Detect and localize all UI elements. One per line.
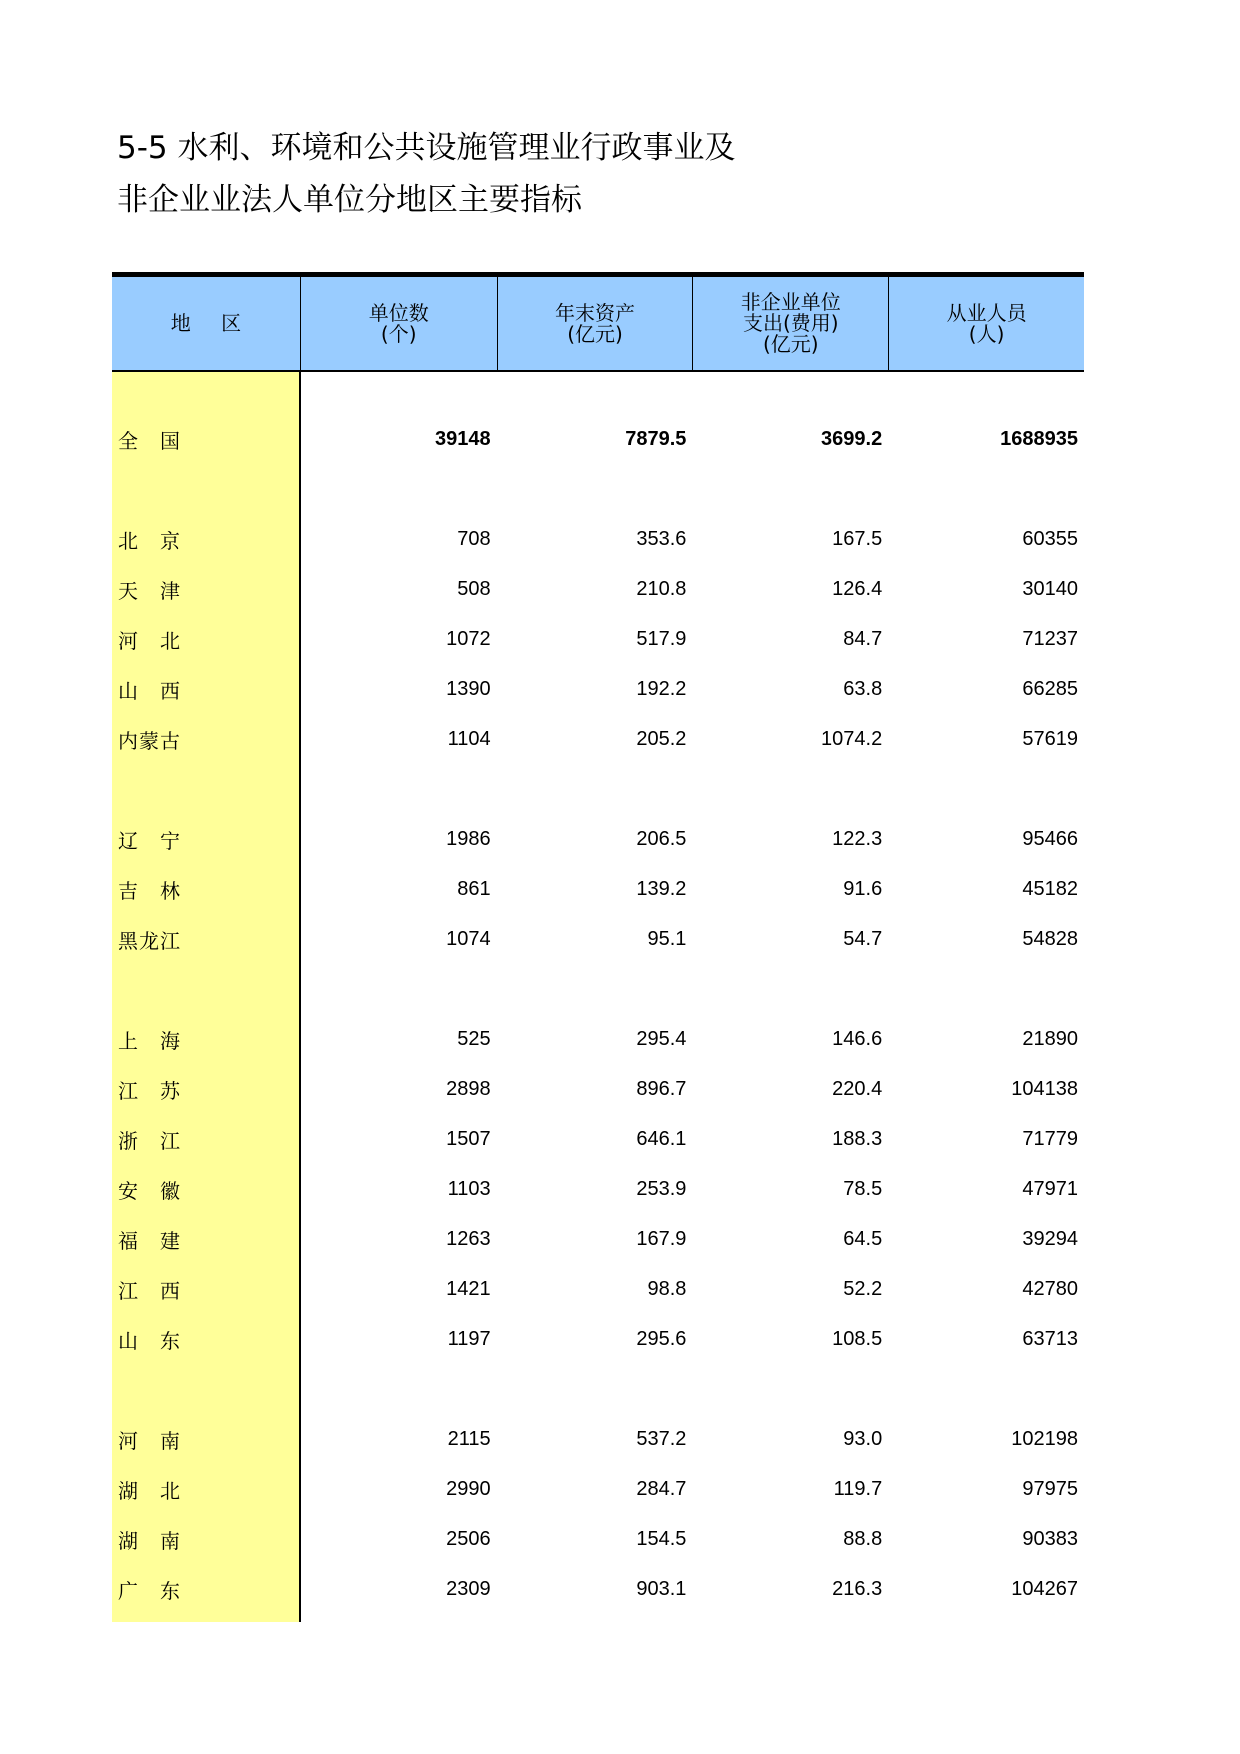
row-assets: 295.4 (636, 1027, 687, 1050)
row-units: 2990 (446, 1477, 491, 1500)
row-units: 2115 (447, 1427, 491, 1450)
row-assets: 167.9 (636, 1227, 687, 1250)
row-assets: 95.1 (647, 927, 687, 950)
row-units: 525 (457, 1027, 491, 1050)
row-region: 吉 林 (118, 878, 181, 903)
row-expense: 119.7 (833, 1477, 883, 1500)
table-row (112, 564, 1084, 614)
row-region: 黑龙江 (118, 928, 181, 953)
table-row (112, 514, 1084, 564)
row-assets: 139.2 (636, 877, 687, 900)
table-row (112, 614, 1084, 664)
row-staff: 71237 (1022, 627, 1078, 650)
row-expense: 167.5 (832, 527, 883, 550)
row-staff: 97975 (1022, 1477, 1078, 1500)
row-expense: 93.0 (843, 1427, 883, 1450)
table-row (112, 714, 1084, 764)
row-staff: 42780 (1022, 1277, 1078, 1300)
row-expense: 63.8 (843, 677, 883, 700)
row-expense: 54.7 (843, 927, 883, 950)
row-expense: 108.5 (832, 1327, 883, 1350)
row-expense: 88.8 (843, 1527, 883, 1550)
table-row (112, 1164, 1084, 1214)
row-units: 1263 (446, 1227, 491, 1250)
row-expense: 146.6 (832, 1027, 883, 1050)
row-assets: 154.5 (636, 1527, 687, 1550)
row-region: 天 津 (118, 578, 181, 603)
row-staff: 45182 (1022, 877, 1078, 900)
row-expense: 78.5 (843, 1177, 883, 1200)
header-staff-label: 从业人员 (946, 300, 1027, 325)
row-expense: 64.5 (843, 1227, 883, 1250)
row-staff: 102198 (1011, 1427, 1078, 1450)
table-row (112, 1464, 1084, 1514)
row-units: 1072 (446, 627, 491, 650)
row-assets: 253.9 (636, 1177, 687, 1200)
row-region: 辽 宁 (118, 828, 181, 853)
header-units-unit: (个) (380, 321, 417, 346)
header-expense-label: 非企业单位 (740, 290, 841, 314)
row-assets: 284.7 (636, 1477, 687, 1500)
table-row (112, 1014, 1084, 1064)
row-assets: 896.7 (636, 1077, 687, 1100)
row-region: 全 国 (118, 428, 181, 453)
row-assets: 646.1 (636, 1127, 687, 1150)
row-units: 861 (457, 877, 491, 900)
header-assets-unit: (亿元) (567, 321, 623, 346)
header-units-label: 单位数 (368, 300, 429, 325)
table-row (112, 1564, 1084, 1614)
row-expense: 216.3 (832, 1577, 883, 1600)
row-staff: 66285 (1022, 677, 1078, 700)
row-expense: 220.4 (832, 1077, 883, 1100)
row-assets: 205.2 (636, 727, 687, 750)
table-row (112, 1264, 1084, 1314)
table-row (112, 1414, 1084, 1464)
row-region: 河 南 (118, 1428, 181, 1453)
row-staff: 21890 (1022, 1027, 1078, 1050)
row-region: 广 东 (118, 1578, 181, 1603)
header-assets-label: 年末资产 (555, 300, 635, 325)
header-region (112, 277, 301, 370)
header-units (301, 277, 497, 370)
table-row-total (112, 414, 1084, 464)
row-staff: 104138 (1011, 1077, 1078, 1100)
header-region-label: 地 区 (170, 311, 254, 335)
row-units: 2309 (446, 1577, 491, 1600)
row-region: 江 苏 (118, 1078, 181, 1103)
row-region: 山 东 (118, 1328, 181, 1353)
row-staff: 60355 (1022, 527, 1078, 550)
table-row (112, 914, 1084, 964)
row-expense: 52.2 (843, 1277, 883, 1300)
page-title: 5-5 水利、环境和公共设施管理业行政事业及 (117, 130, 736, 166)
row-units: 2506 (446, 1527, 491, 1550)
row-assets: 353.6 (636, 527, 687, 550)
row-assets: 192.2 (636, 677, 687, 700)
table-body (112, 372, 1084, 1622)
row-region: 安 徽 (118, 1178, 181, 1203)
table-row (112, 1064, 1084, 1114)
row-expense: 91.6 (843, 877, 883, 900)
row-assets: 537.2 (636, 1427, 687, 1450)
row-units: 1390 (446, 677, 491, 700)
row-staff: 1688935 (1000, 427, 1078, 450)
row-expense: 188.3 (832, 1127, 883, 1150)
row-region: 山 西 (118, 678, 181, 703)
row-units: 1507 (446, 1127, 491, 1150)
row-region: 河 北 (118, 628, 181, 653)
row-staff: 71779 (1022, 1127, 1078, 1150)
row-region: 浙 江 (118, 1128, 181, 1153)
table-row (112, 814, 1084, 864)
row-staff: 63713 (1022, 1327, 1078, 1350)
row-units: 1074 (446, 927, 491, 950)
header-expense-unit: (亿元) (762, 332, 819, 356)
table-row (112, 864, 1084, 914)
data-table (112, 272, 1084, 1622)
header-staff-unit: (人) (968, 321, 1005, 346)
row-region: 上 海 (118, 1028, 181, 1053)
row-assets: 98.8 (647, 1277, 687, 1300)
table-header (112, 272, 1084, 372)
row-units: 39148 (434, 427, 491, 450)
row-assets: 903.1 (636, 1577, 687, 1600)
row-staff: 95466 (1022, 827, 1078, 850)
table-row (112, 1214, 1084, 1264)
row-region: 北 京 (118, 528, 181, 553)
header-assets (497, 277, 693, 370)
table-row (112, 1314, 1084, 1364)
row-expense: 1074.2 (821, 727, 883, 750)
row-expense: 126.4 (832, 577, 883, 600)
row-staff: 47971 (1022, 1177, 1078, 1200)
row-region: 湖 南 (118, 1528, 181, 1553)
row-units: 2898 (446, 1077, 491, 1100)
row-region: 湖 北 (118, 1478, 181, 1503)
row-assets: 206.5 (636, 827, 687, 850)
row-staff: 30140 (1022, 577, 1078, 600)
row-staff: 54828 (1022, 927, 1078, 950)
row-assets: 7879.5 (625, 427, 687, 450)
row-units: 1421 (446, 1277, 491, 1300)
row-assets: 210.8 (636, 577, 687, 600)
row-assets: 517.9 (636, 627, 687, 650)
row-expense: 122.3 (832, 827, 883, 850)
header-expense (692, 277, 888, 370)
table-row (112, 1114, 1084, 1164)
row-units: 1197 (447, 1327, 491, 1350)
row-units: 508 (457, 577, 491, 600)
table-row (112, 664, 1084, 714)
header-expense-label-2: 支出(费用) (742, 311, 839, 335)
row-expense: 84.7 (843, 627, 883, 650)
row-region: 福 建 (118, 1228, 181, 1253)
row-assets: 295.6 (636, 1327, 687, 1350)
page-subtitle: 非企业业法人单位分地区主要指标 (117, 182, 582, 218)
row-staff: 104267 (1011, 1577, 1078, 1600)
row-units: 708 (457, 527, 491, 550)
row-region: 内蒙古 (118, 728, 181, 753)
row-expense: 3699.2 (821, 427, 883, 450)
row-staff: 39294 (1022, 1227, 1078, 1250)
table-row (112, 1514, 1084, 1564)
header-staff (888, 277, 1084, 370)
row-units: 1103 (447, 1177, 491, 1200)
row-units: 1104 (447, 727, 491, 750)
row-region: 江 西 (118, 1278, 181, 1303)
row-staff: 57619 (1022, 727, 1078, 750)
row-units: 1986 (446, 827, 491, 850)
row-staff: 90383 (1022, 1527, 1078, 1550)
